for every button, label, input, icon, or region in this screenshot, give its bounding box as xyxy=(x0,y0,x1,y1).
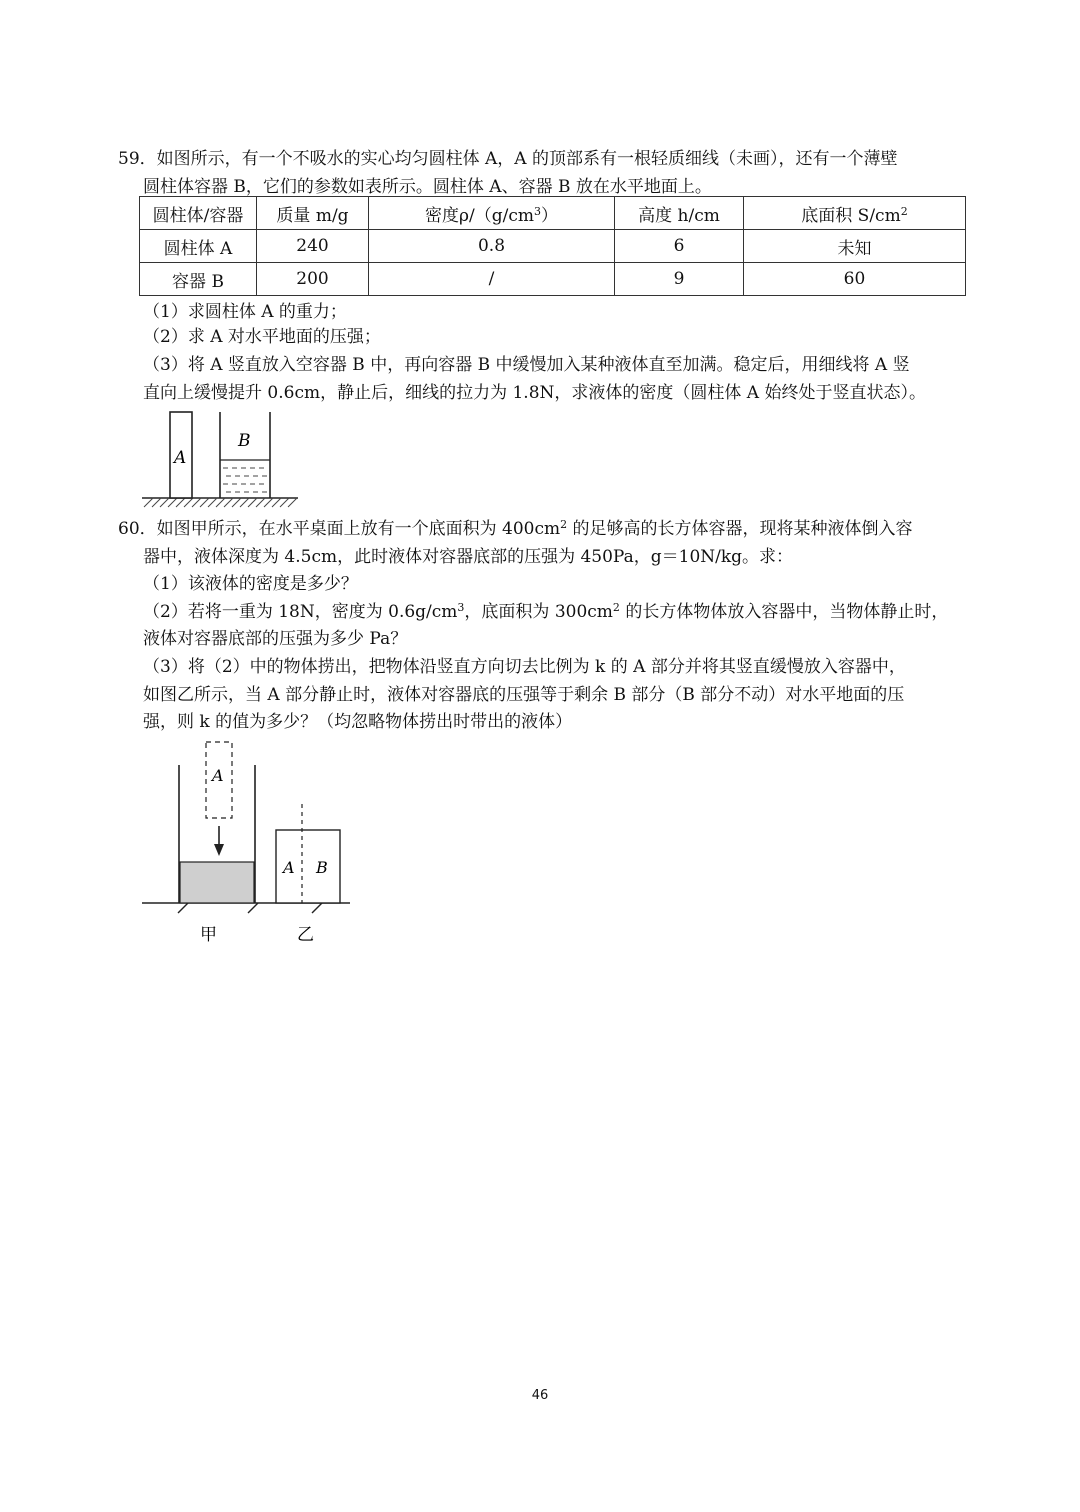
header-cell: 质量 m/g xyxy=(257,197,369,230)
q60-line-2: 器中，液体深度为 4.5cm，此时液体对容器底部的压强为 450Pa，g＝10N/kg。求： xyxy=(143,547,794,567)
cylinder-a-label: A xyxy=(174,448,187,468)
page-number: 46 xyxy=(531,1388,549,1403)
table-cell: 60 xyxy=(744,263,966,296)
q60-sub-2b: 液体对容器底部的压强为多少 Pa？ xyxy=(143,629,408,649)
container-b-label: B xyxy=(238,431,251,451)
q60-sub-2a: （2）若将一重为 18N，密度为 $0.6g/cm^3$，底面积为 $300cm^2$ 的长方体物体放入容器中，当物体静止时， xyxy=(143,601,949,622)
q60-sub-3a: （3）将（2）中的物体捞出，把物体沿竖直方向切去比例为 k 的 A 部分并将其竖直缓慢放入容器中， xyxy=(143,657,906,677)
header-cell: 圆柱体/容器 xyxy=(140,197,257,230)
q59-figure xyxy=(140,408,305,510)
table-cell: 9 xyxy=(615,263,744,296)
parameter-table xyxy=(139,196,966,296)
q59-sub-2: （2）求 A 对水平地面的压强； xyxy=(143,327,381,347)
table-cell: 240 xyxy=(257,230,369,263)
table-cell: 0.8 xyxy=(369,230,615,263)
header-cell: 高度 h/cm xyxy=(615,197,744,230)
block-a-label: A xyxy=(212,766,224,785)
q59-line-1: 59．如图所示，有一个不吸水的实心均匀圆柱体 A，A 的顶部系有一根轻质细线（未画），还有一个薄壁 xyxy=(118,149,898,169)
part-b-label: B xyxy=(316,858,328,877)
table-row xyxy=(140,263,966,296)
caption-yi: 乙 xyxy=(297,925,314,945)
header-cell: 密度$\rho/(g/cm^3)$ xyxy=(369,197,615,230)
q59-sub-3b: 直向上缓慢提升 0.6cm，静止后，细线的拉力为 1.8N，求液体的密度（圆柱体 A 始终处于竖直状态）。 xyxy=(143,383,926,403)
down-arrow-icon xyxy=(214,826,224,856)
q59-line-2: 圆柱体容器 B，它们的参数如表所示。圆柱体 A、容器 B 放在水平地面上。 xyxy=(143,177,712,197)
table-cell: 圆柱体 A xyxy=(140,230,257,263)
q60-sub-3c: 强，则 k 的值为多少？（均忽略物体捞出时带出的液体） xyxy=(143,712,573,732)
q60-sub-1: （1）该液体的密度是多少？ xyxy=(143,574,358,594)
table-row xyxy=(140,230,966,263)
q60-line-1: 60．如图甲所示，在水平桌面上放有一个底面积为 $400cm^2$ 的足够高的长方体容器，现将某种液体倒入容 xyxy=(118,518,913,539)
q59-sub-1: （1）求圆柱体 A 的重力； xyxy=(143,302,347,322)
liquid xyxy=(180,862,254,903)
caption-jia: 甲 xyxy=(200,925,217,945)
table-cell: / xyxy=(369,263,615,296)
table-header-row xyxy=(140,197,966,230)
container-b xyxy=(220,412,270,498)
header-cell: 底面积 $S/cm^2$ xyxy=(744,197,966,230)
part-a-label: A xyxy=(283,858,295,877)
table-cell: 未知 xyxy=(744,230,966,263)
q60-sub-3b: 如图乙所示，当 A 部分静止时，液体对容器底的压强等于剩余 B 部分（B 部分不动）对水平地面的压 xyxy=(143,685,905,705)
table-cell: 6 xyxy=(615,230,744,263)
table-cell: 容器 B xyxy=(140,263,257,296)
container-jia xyxy=(179,765,255,903)
q59-sub-3a: （3）将 A 竖直放入空容器 B 中，再向容器 B 中缓慢加入某种液体直至加满。稳定后，用细线将 A 竖 xyxy=(143,355,910,375)
q60-figure xyxy=(140,738,355,950)
table-cell: 200 xyxy=(257,263,369,296)
